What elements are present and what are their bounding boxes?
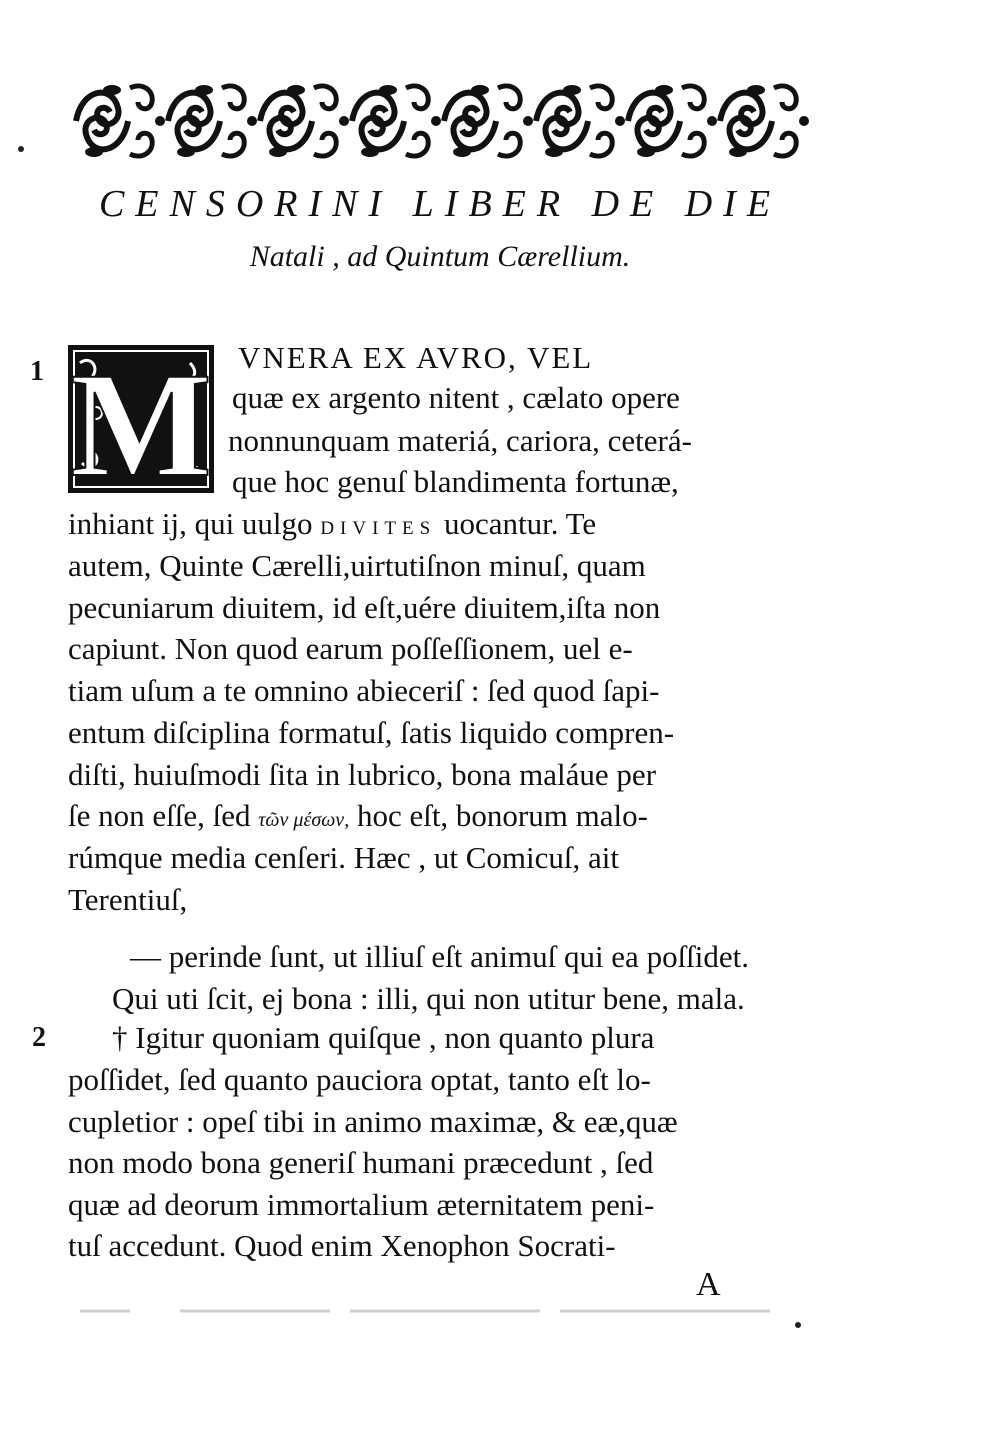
page-subtitle: Natali , ad Quintum Cærellium. <box>249 240 631 273</box>
text-line: autem, Quinte Cærelli,uirtutiſnon minuſ, quam <box>68 548 646 583</box>
text-line: pecuniarum diuitem, id eſt,uére diuitem,iſta non <box>68 590 661 625</box>
verse-line: Qui uti ſcit, ej bona : illi, qui non utitur bene, mala. <box>112 981 745 1016</box>
bleed-through-texture <box>70 1296 790 1326</box>
text-line <box>68 796 648 840</box>
text-line <box>68 504 596 549</box>
text-line: quæ ad deorum immortalium æternitatem peni- <box>68 1187 655 1222</box>
verse-line: — perinde ſunt, ut illiuſ eſt animuſ qui ea poſſidet. <box>130 939 750 974</box>
text-span: hoc eſt, bonorum malo- <box>356 798 648 833</box>
text-span: inhiant ij, qui uulgo <box>68 506 313 541</box>
text-span: uocantur. Te <box>443 506 597 541</box>
text-line: non modo bona generiſ humani præcedunt , ſed <box>68 1145 654 1180</box>
text-line: cupletior : opeſ tibi in animo maximæ, & eæ,quæ <box>68 1104 678 1139</box>
text-line: rúmque media cenſeri. Hæc , ut Comicuſ, ait <box>68 840 619 875</box>
page-title: CENSORINI LIBER DE DIE <box>98 183 782 225</box>
margin-number: 1 <box>30 356 44 387</box>
text-line: tuſ accedunt. Quod enim Xenophon Socrati- <box>68 1228 616 1263</box>
text-line: capiunt. Non quod earum poſſeſſionem, uel e- <box>68 631 633 666</box>
text-line: entum diſciplina formatuſ, ſatis liquido compren- <box>68 715 675 750</box>
text-line: poſſidet, ſed quanto pauciora optat, tanto eſt lo- <box>68 1062 651 1097</box>
greek-phrase: τῶν μέσων, <box>258 809 350 831</box>
signature-mark: A <box>696 1266 721 1303</box>
decorated-initial <box>66 343 216 495</box>
text-line: Terentiuſ, <box>68 882 188 917</box>
ink-speck <box>18 146 24 152</box>
text-span: ſe non eſſe, ſed <box>68 798 251 833</box>
text-line: VNERA EX AVRO, VEL <box>238 340 594 375</box>
text-line: diſti, huiuſmodi ſita in lubrico, bona maláue per <box>68 757 657 792</box>
margin-number: 2 <box>32 1022 46 1053</box>
text-line: † Igitur quoniam quiſque , non quanto plura <box>112 1020 655 1055</box>
ornamental-headpiece <box>72 78 812 164</box>
text-line: quæ ex argento nitent , cælato opere <box>232 380 680 415</box>
drop-cap-letter: M <box>70 343 212 495</box>
text-line: nonnunquam materiá, cariora, ceterá- <box>228 423 692 458</box>
small-caps-word: DIVITES <box>320 518 437 539</box>
drop-cap-ornament-icon <box>66 343 216 495</box>
text-line: tiam uſum a te omnino abieceriſ : ſed quod ſapi- <box>68 673 660 708</box>
text-line: que hoc genuſ blandimenta fortunæ, <box>232 464 679 499</box>
ink-speck <box>795 1322 801 1328</box>
